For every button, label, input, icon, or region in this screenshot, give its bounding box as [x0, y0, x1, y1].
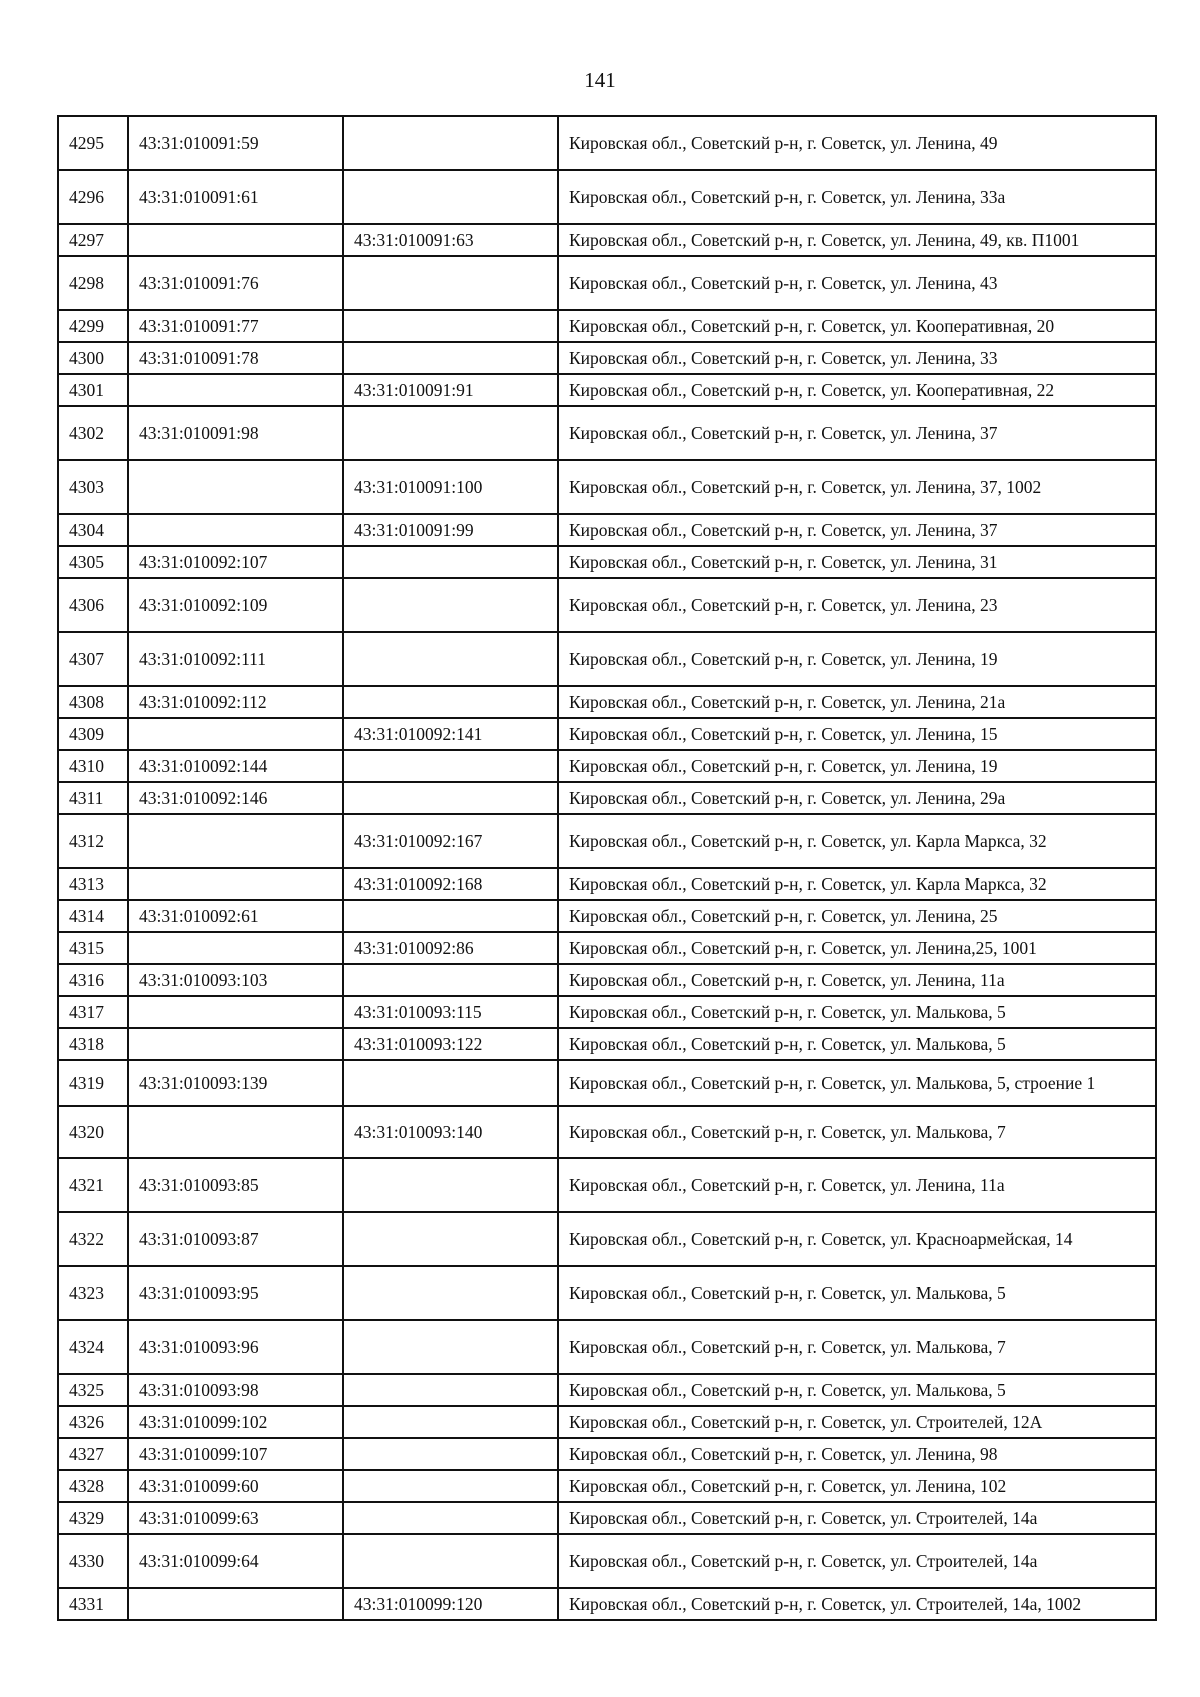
cell-object-cadastral-number [343, 782, 558, 814]
cell-land-cadastral-number: 43:31:010091:61 [128, 170, 343, 224]
cell-address: Кировская обл., Советский р-н, г. Советск, ул. Ленина, 11а [558, 1158, 1156, 1212]
cell-address: Кировская обл., Советский р-н, г. Советск, ул. Строителей, 14а, 1002 [558, 1588, 1156, 1620]
cell-address: Кировская обл., Советский р-н, г. Советск, ул. Строителей, 14а [558, 1534, 1156, 1588]
table-row [58, 868, 1156, 900]
cell-address: Кировская обл., Советский р-н, г. Советск, ул. Малькова, 5 [558, 1266, 1156, 1320]
cell-row-number: 4297 [58, 224, 128, 256]
cell-land-cadastral-number [128, 514, 343, 546]
table-row [58, 932, 1156, 964]
table-row [58, 750, 1156, 782]
cell-object-cadastral-number: 43:31:010091:100 [343, 460, 558, 514]
cell-object-cadastral-number [343, 116, 558, 170]
table-row [58, 782, 1156, 814]
table-row [58, 814, 1156, 868]
cell-land-cadastral-number: 43:31:010092:112 [128, 686, 343, 718]
cell-land-cadastral-number: 43:31:010092:109 [128, 578, 343, 632]
table-row [58, 1266, 1156, 1320]
cell-row-number: 4328 [58, 1470, 128, 1502]
cell-address: Кировская обл., Советский р-н, г. Советск, ул. Карла Маркса, 32 [558, 814, 1156, 868]
cell-land-cadastral-number: 43:31:010092:144 [128, 750, 343, 782]
cell-row-number: 4310 [58, 750, 128, 782]
cell-object-cadastral-number [343, 1470, 558, 1502]
table-row [58, 1106, 1156, 1158]
cell-address: Кировская обл., Советский р-н, г. Советск, ул. Строителей, 12А [558, 1406, 1156, 1438]
table-row [58, 1470, 1156, 1502]
cell-address: Кировская обл., Советский р-н, г. Советск, ул. Строителей, 14а [558, 1502, 1156, 1534]
cell-address: Кировская обл., Советский р-н, г. Советск, ул. Ленина, 19 [558, 632, 1156, 686]
table-row [58, 460, 1156, 514]
table-row [58, 900, 1156, 932]
cell-row-number: 4309 [58, 718, 128, 750]
table-row [58, 1406, 1156, 1438]
cell-object-cadastral-number [343, 632, 558, 686]
table-row [58, 514, 1156, 546]
cell-address: Кировская обл., Советский р-н, г. Советск, ул. Малькова, 5 [558, 996, 1156, 1028]
cell-row-number: 4329 [58, 1502, 128, 1534]
cell-row-number: 4308 [58, 686, 128, 718]
table-body [58, 116, 1156, 1620]
cell-address: Кировская обл., Советский р-н, г. Советск, ул. Ленина, 37, 1002 [558, 460, 1156, 514]
cell-row-number: 4320 [58, 1106, 128, 1158]
cell-object-cadastral-number: 43:31:010092:86 [343, 932, 558, 964]
cell-object-cadastral-number [343, 1212, 558, 1266]
cell-address: Кировская обл., Советский р-н, г. Советск, ул. Красноармейская, 14 [558, 1212, 1156, 1266]
cell-row-number: 4299 [58, 310, 128, 342]
cell-land-cadastral-number: 43:31:010099:107 [128, 1438, 343, 1470]
cell-object-cadastral-number [343, 1502, 558, 1534]
cell-row-number: 4318 [58, 1028, 128, 1060]
cell-land-cadastral-number [128, 460, 343, 514]
table-row [58, 1212, 1156, 1266]
table-row [58, 1588, 1156, 1620]
table-row [58, 1534, 1156, 1588]
cell-land-cadastral-number [128, 1028, 343, 1060]
cell-object-cadastral-number: 43:31:010092:167 [343, 814, 558, 868]
cell-object-cadastral-number: 43:31:010091:63 [343, 224, 558, 256]
table-row [58, 1320, 1156, 1374]
table-row [58, 546, 1156, 578]
cell-address: Кировская обл., Советский р-н, г. Советск, ул. Ленина, 49 [558, 116, 1156, 170]
cell-object-cadastral-number [343, 342, 558, 374]
cell-land-cadastral-number: 43:31:010092:146 [128, 782, 343, 814]
cell-address: Кировская обл., Советский р-н, г. Советск, ул. Ленина, 23 [558, 578, 1156, 632]
cell-row-number: 4316 [58, 964, 128, 996]
cell-address: Кировская обл., Советский р-н, г. Советск, ул. Ленина,25, 1001 [558, 932, 1156, 964]
cell-object-cadastral-number [343, 256, 558, 310]
cell-object-cadastral-number [343, 1438, 558, 1470]
table-row [58, 342, 1156, 374]
table-row [58, 374, 1156, 406]
cell-object-cadastral-number [343, 750, 558, 782]
cell-land-cadastral-number [128, 1106, 343, 1158]
cell-object-cadastral-number [343, 1320, 558, 1374]
cell-object-cadastral-number [343, 1374, 558, 1406]
cell-object-cadastral-number: 43:31:010092:141 [343, 718, 558, 750]
cell-object-cadastral-number [343, 686, 558, 718]
cell-row-number: 4305 [58, 546, 128, 578]
table-row [58, 686, 1156, 718]
cell-row-number: 4313 [58, 868, 128, 900]
cell-object-cadastral-number [343, 1266, 558, 1320]
cell-row-number: 4321 [58, 1158, 128, 1212]
cell-row-number: 4322 [58, 1212, 128, 1266]
cell-row-number: 4303 [58, 460, 128, 514]
cell-row-number: 4302 [58, 406, 128, 460]
cell-land-cadastral-number: 43:31:010093:139 [128, 1060, 343, 1106]
cell-land-cadastral-number [128, 814, 343, 868]
cell-address: Кировская обл., Советский р-н, г. Советск, ул. Ленина, 37 [558, 514, 1156, 546]
cell-land-cadastral-number: 43:31:010091:76 [128, 256, 343, 310]
cell-object-cadastral-number: 43:31:010091:99 [343, 514, 558, 546]
cell-address: Кировская обл., Советский р-н, г. Советск, ул. Малькова, 5, строение 1 [558, 1060, 1156, 1106]
cell-land-cadastral-number: 43:31:010099:60 [128, 1470, 343, 1502]
cell-address: Кировская обл., Советский р-н, г. Советск, ул. Ленина, 43 [558, 256, 1156, 310]
cell-object-cadastral-number: 43:31:010099:120 [343, 1588, 558, 1620]
cell-land-cadastral-number: 43:31:010099:64 [128, 1534, 343, 1588]
table-row [58, 578, 1156, 632]
cell-address: Кировская обл., Советский р-н, г. Советск, ул. Ленина, 33 [558, 342, 1156, 374]
cell-land-cadastral-number: 43:31:010093:96 [128, 1320, 343, 1374]
cell-address: Кировская обл., Советский р-н, г. Советск, ул. Ленина, 49, кв. П1001 [558, 224, 1156, 256]
cell-land-cadastral-number: 43:31:010093:98 [128, 1374, 343, 1406]
cell-row-number: 4296 [58, 170, 128, 224]
cell-address: Кировская обл., Советский р-н, г. Советск, ул. Ленина, 102 [558, 1470, 1156, 1502]
cell-address: Кировская обл., Советский р-н, г. Советск, ул. Ленина, 37 [558, 406, 1156, 460]
cell-address: Кировская обл., Советский р-н, г. Советск, ул. Ленина, 25 [558, 900, 1156, 932]
table-row [58, 996, 1156, 1028]
cell-land-cadastral-number: 43:31:010091:98 [128, 406, 343, 460]
cell-row-number: 4326 [58, 1406, 128, 1438]
cell-land-cadastral-number: 43:31:010093:85 [128, 1158, 343, 1212]
cell-land-cadastral-number: 43:31:010092:111 [128, 632, 343, 686]
cell-object-cadastral-number: 43:31:010092:168 [343, 868, 558, 900]
cell-row-number: 4323 [58, 1266, 128, 1320]
cell-land-cadastral-number: 43:31:010099:102 [128, 1406, 343, 1438]
cell-row-number: 4306 [58, 578, 128, 632]
cell-row-number: 4331 [58, 1588, 128, 1620]
cell-row-number: 4295 [58, 116, 128, 170]
cell-land-cadastral-number: 43:31:010093:103 [128, 964, 343, 996]
cell-row-number: 4304 [58, 514, 128, 546]
cell-object-cadastral-number [343, 964, 558, 996]
cell-row-number: 4307 [58, 632, 128, 686]
cell-land-cadastral-number [128, 224, 343, 256]
cell-object-cadastral-number [343, 1158, 558, 1212]
cell-row-number: 4327 [58, 1438, 128, 1470]
cell-row-number: 4315 [58, 932, 128, 964]
cell-land-cadastral-number: 43:31:010091:78 [128, 342, 343, 374]
cell-row-number: 4324 [58, 1320, 128, 1374]
cell-land-cadastral-number: 43:31:010099:63 [128, 1502, 343, 1534]
cell-address: Кировская обл., Советский р-н, г. Советск, ул. Кооперативная, 20 [558, 310, 1156, 342]
cell-row-number: 4311 [58, 782, 128, 814]
cell-row-number: 4301 [58, 374, 128, 406]
table-row [58, 718, 1156, 750]
table-row [58, 1028, 1156, 1060]
cell-object-cadastral-number: 43:31:010091:91 [343, 374, 558, 406]
cell-object-cadastral-number: 43:31:010093:122 [343, 1028, 558, 1060]
cell-address: Кировская обл., Советский р-н, г. Советск, ул. Карла Маркса, 32 [558, 868, 1156, 900]
table-row [58, 632, 1156, 686]
cell-land-cadastral-number [128, 868, 343, 900]
cell-row-number: 4312 [58, 814, 128, 868]
cell-land-cadastral-number [128, 718, 343, 750]
cell-address: Кировская обл., Советский р-н, г. Советск, ул. Малькова, 7 [558, 1320, 1156, 1374]
cell-object-cadastral-number [343, 900, 558, 932]
table-row [58, 116, 1156, 170]
cell-object-cadastral-number: 43:31:010093:115 [343, 996, 558, 1028]
cell-address: Кировская обл., Советский р-н, г. Советск, ул. Малькова, 7 [558, 1106, 1156, 1158]
cell-object-cadastral-number [343, 1406, 558, 1438]
cell-row-number: 4314 [58, 900, 128, 932]
cell-land-cadastral-number: 43:31:010091:77 [128, 310, 343, 342]
cell-land-cadastral-number [128, 996, 343, 1028]
table-row [58, 1060, 1156, 1106]
cell-object-cadastral-number [343, 170, 558, 224]
cell-address: Кировская обл., Советский р-н, г. Советск, ул. Ленина, 19 [558, 750, 1156, 782]
cell-address: Кировская обл., Советский р-н, г. Советск, ул. Ленина, 33а [558, 170, 1156, 224]
cell-land-cadastral-number: 43:31:010091:59 [128, 116, 343, 170]
registry-table [57, 115, 1157, 1621]
cell-land-cadastral-number: 43:31:010092:61 [128, 900, 343, 932]
cell-address: Кировская обл., Советский р-н, г. Советск, ул. Кооперативная, 22 [558, 374, 1156, 406]
cell-object-cadastral-number [343, 310, 558, 342]
cell-address: Кировская обл., Советский р-н, г. Советск, ул. Ленина, 15 [558, 718, 1156, 750]
cell-address: Кировская обл., Советский р-н, г. Советск, ул. Малькова, 5 [558, 1028, 1156, 1060]
cell-object-cadastral-number [343, 406, 558, 460]
table-row [58, 1502, 1156, 1534]
table-row [58, 224, 1156, 256]
cell-address: Кировская обл., Советский р-н, г. Советск, ул. Ленина, 31 [558, 546, 1156, 578]
cell-address: Кировская обл., Советский р-н, г. Советск, ул. Малькова, 5 [558, 1374, 1156, 1406]
cell-object-cadastral-number [343, 1534, 558, 1588]
cell-object-cadastral-number: 43:31:010093:140 [343, 1106, 558, 1158]
cell-row-number: 4298 [58, 256, 128, 310]
table-row [58, 256, 1156, 310]
table-row [58, 964, 1156, 996]
cell-object-cadastral-number [343, 578, 558, 632]
page-number: 141 [584, 68, 616, 92]
table-row [58, 1438, 1156, 1470]
table-row [58, 310, 1156, 342]
table-row [58, 170, 1156, 224]
cell-row-number: 4330 [58, 1534, 128, 1588]
cell-address: Кировская обл., Советский р-н, г. Советск, ул. Ленина, 11а [558, 964, 1156, 996]
cell-row-number: 4319 [58, 1060, 128, 1106]
cell-row-number: 4317 [58, 996, 128, 1028]
cell-address: Кировская обл., Советский р-н, г. Советск, ул. Ленина, 29а [558, 782, 1156, 814]
table-row [58, 1158, 1156, 1212]
table-row [58, 406, 1156, 460]
cell-land-cadastral-number: 43:31:010093:87 [128, 1212, 343, 1266]
cell-row-number: 4325 [58, 1374, 128, 1406]
cell-land-cadastral-number: 43:31:010092:107 [128, 546, 343, 578]
cell-address: Кировская обл., Советский р-н, г. Советск, ул. Ленина, 98 [558, 1438, 1156, 1470]
cell-row-number: 4300 [58, 342, 128, 374]
cell-land-cadastral-number: 43:31:010093:95 [128, 1266, 343, 1320]
cell-object-cadastral-number [343, 1060, 558, 1106]
cell-land-cadastral-number [128, 1588, 343, 1620]
cell-address: Кировская обл., Советский р-н, г. Советск, ул. Ленина, 21а [558, 686, 1156, 718]
cell-land-cadastral-number [128, 932, 343, 964]
cell-land-cadastral-number [128, 374, 343, 406]
cell-object-cadastral-number [343, 546, 558, 578]
table-row [58, 1374, 1156, 1406]
